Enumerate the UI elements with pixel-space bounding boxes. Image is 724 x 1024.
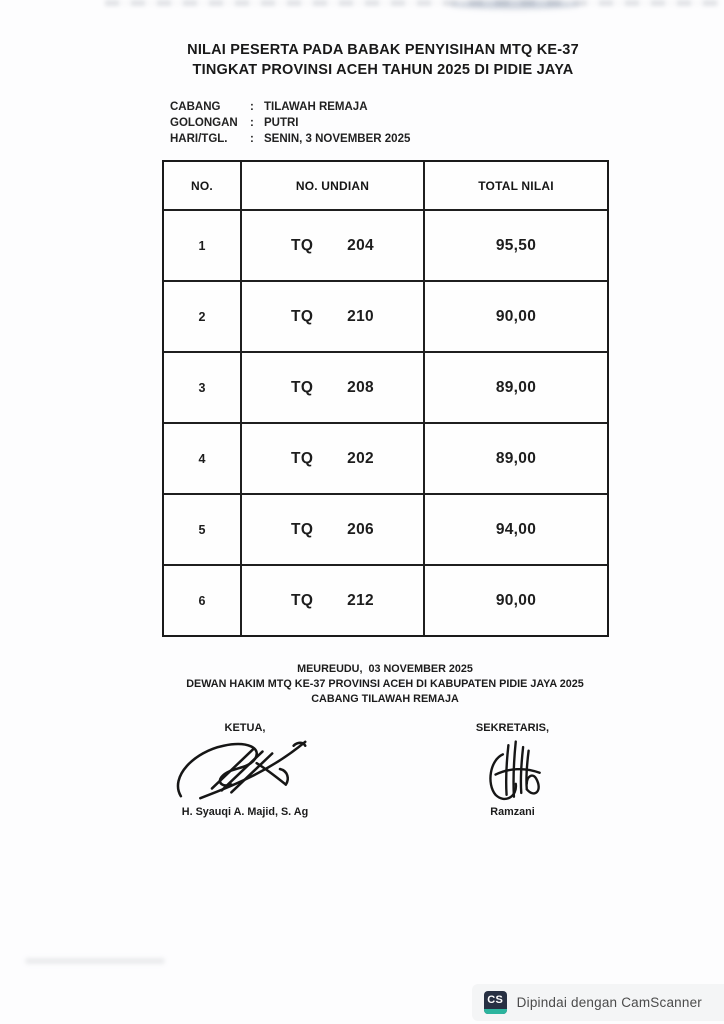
undian-prefix: TQ [291, 591, 314, 609]
info-separator: : [250, 101, 254, 113]
cell-no: 6 [198, 593, 206, 608]
info-row-haritgl [170, 131, 410, 147]
undian-number: 202 [347, 449, 374, 467]
cell-undian [240, 495, 423, 564]
camscanner-icon-accent-bar [484, 1009, 507, 1014]
score-table [162, 160, 609, 637]
signature-role: KETUA, [224, 722, 266, 734]
signature-sekretaris-scribble [477, 736, 549, 804]
cell-undian [240, 353, 423, 422]
title-line-1: NILAI PESERTA PADA BABAK PENYISIHAN MTQ KE-37 [187, 42, 579, 58]
signature-block-ketua [150, 722, 340, 818]
info-row-golongan [170, 115, 410, 131]
table-row [164, 351, 607, 422]
table-row [164, 280, 607, 351]
cell-total: 95,50 [423, 211, 607, 280]
cell-total: 90,00 [423, 566, 607, 635]
cell-undian [240, 424, 423, 493]
closing-block [120, 662, 650, 707]
info-block [170, 99, 410, 147]
table-row [164, 422, 607, 493]
camscanner-badge [472, 984, 724, 1021]
cell-undian [240, 211, 423, 280]
camscanner-icon-letters: CS [487, 994, 504, 1006]
undian-number: 210 [347, 307, 374, 325]
signature-name: H. Syauqi A. Majid, S. Ag [181, 806, 309, 818]
col-header-no: NO. [191, 178, 213, 193]
cell-no: 1 [198, 238, 206, 253]
closing-branch: CABANG TILAWAH REMAJA [311, 693, 459, 705]
cell-no: 3 [198, 380, 206, 395]
info-separator: : [250, 117, 254, 129]
cell-no: 5 [198, 522, 206, 537]
table-row [164, 493, 607, 564]
info-row-cabang [170, 99, 410, 115]
closing-committee: DEWAN HAKIM MTQ KE-37 PROVINSI ACEH DI KABUPATEN PIDIE JAYA 2025 [186, 678, 584, 690]
cell-total: 94,00 [423, 495, 607, 564]
title-line-2: TINGKAT PROVINSI ACEH TAHUN 2025 DI PIDIE JAYA [192, 62, 574, 78]
scan-artifact-top [105, 0, 720, 6]
cell-no: 2 [198, 309, 206, 324]
col-header-total: TOTAL NILAI [423, 162, 607, 209]
table-header-row [164, 162, 607, 209]
info-value: SENIN, 3 NOVEMBER 2025 [264, 133, 411, 145]
undian-prefix: TQ [291, 378, 314, 396]
undian-prefix: TQ [291, 236, 314, 254]
undian-prefix: TQ [291, 520, 314, 538]
closing-place-date: MEUREUDU, 03 NOVEMBER 2025 [297, 663, 473, 675]
undian-number: 208 [347, 378, 374, 396]
document-title [148, 40, 618, 80]
scan-artifact-low [25, 958, 165, 964]
info-value: PUTRI [264, 117, 299, 129]
info-value: TILAWAH REMAJA [264, 101, 368, 113]
undian-prefix: TQ [291, 449, 314, 467]
table-row [164, 564, 607, 635]
info-label: GOLONGAN [170, 117, 238, 129]
info-label: CABANG [170, 101, 221, 113]
col-header-undian: NO. UNDIAN [240, 162, 423, 209]
signature-role: SEKRETARIS, [475, 722, 550, 734]
signature-ketua-scribble [169, 736, 321, 804]
table-row [164, 209, 607, 280]
camscanner-icon [484, 991, 507, 1014]
undian-number: 204 [347, 236, 374, 254]
undian-number: 212 [347, 591, 374, 609]
cell-total: 90,00 [423, 282, 607, 351]
cell-total: 89,00 [423, 424, 607, 493]
cell-undian [240, 282, 423, 351]
undian-number: 206 [347, 520, 374, 538]
cell-total: 89,00 [423, 353, 607, 422]
signature-block-sekretaris [425, 722, 600, 818]
undian-prefix: TQ [291, 307, 314, 325]
info-label: HARI/TGL. [170, 133, 228, 145]
cell-no: 4 [198, 451, 206, 466]
camscanner-label: Dipindai dengan CamScanner [516, 995, 702, 1010]
info-separator: : [250, 133, 254, 145]
cell-undian [240, 566, 423, 635]
scan-artifact-blob [450, 0, 580, 9]
signature-name: Ramzani [490, 806, 535, 818]
